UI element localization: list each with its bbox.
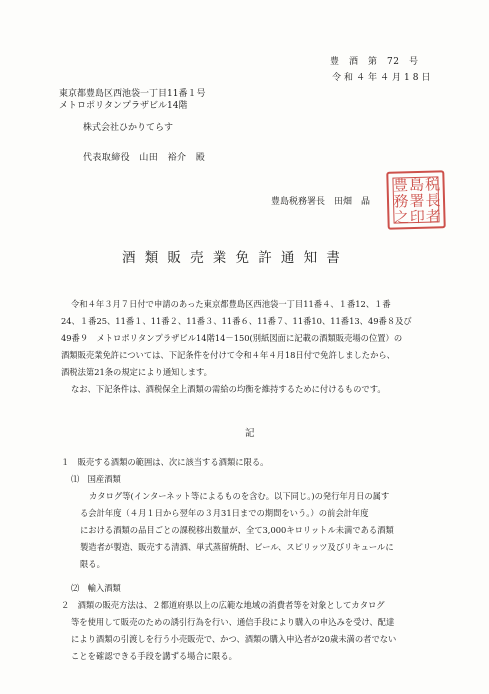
seal-glyph: 税 bbox=[424, 175, 441, 194]
condition-item-2-line: 等を使用して販売のための誘引行為を行い、通信手段により購入の申込みを受け、配達 bbox=[71, 617, 395, 627]
issue-date: 令和４年４月18日 bbox=[332, 73, 434, 83]
seal-glyph: 署 bbox=[409, 191, 425, 211]
condition-item-2-line: ことを確認できる手段を講ずる場合に限る。 bbox=[71, 651, 237, 661]
issuer-name: 豊島税務署長 田畑 晶 bbox=[271, 197, 371, 207]
condition-sub-1-line: 限る。 bbox=[80, 559, 105, 569]
seal-glyph: 印 bbox=[409, 207, 426, 227]
body-note-line: なお、下記条件は、酒税保全上酒類の需給の均衡を維持するために付けるものです。 bbox=[71, 384, 386, 394]
seal-glyph: 務 bbox=[393, 192, 409, 211]
seal-glyph: 長 bbox=[425, 191, 441, 210]
official-seal-stamp bbox=[386, 170, 445, 229]
seal-glyph: 島 bbox=[408, 175, 425, 195]
body-line: 24、１番25、11番１、11番２、11番３、11番６、11番７、11番10、11番13、49番８及び bbox=[61, 316, 412, 326]
condition-sub-1-line: 製造者が製造、販売する清酒、単式蒸留焼酎、ビール、スピリッツ及びリキュールに bbox=[80, 542, 394, 552]
seal-glyph: 豊 bbox=[392, 176, 409, 195]
condition-sub-1-line: カタログ等(インターネット等によるものを含む。以下同じ。)の発行年月日の属す bbox=[89, 491, 390, 501]
document-title: 酒類販売業免許通知書 bbox=[122, 250, 349, 266]
condition-item-2-line: ２ 酒類の販売方法は、２都道府県以上の広範な地域の消費者等を対象としてカタログ bbox=[61, 600, 385, 610]
body-line: 酒税法第21条の規定により通知します。 bbox=[61, 367, 212, 377]
body-line: 酒類販売業免許については、下記条件を付けて令和４年４月18日付で免許しましたから、 bbox=[61, 350, 395, 360]
recipient-company: 株式会社ひかりてらす bbox=[83, 123, 174, 133]
recipient-address-line2: メトロポリタンプラザビル14階 bbox=[59, 101, 188, 111]
condition-item-1: １ 販売する酒類の範囲は、次に該当する酒類に限る。 bbox=[61, 457, 269, 467]
seal-glyph: 者 bbox=[425, 207, 442, 226]
document-number: 豊 酒 第 72 号 bbox=[330, 57, 419, 67]
recipient-address-line1: 東京都豊島区西池袋一丁目11番１号 bbox=[59, 89, 206, 99]
seal-glyph: 之 bbox=[393, 208, 410, 227]
ki-heading: 記 bbox=[245, 428, 255, 439]
body-line: 49番９ メトロポリタンプラザビル14階14－150(別紙図面に記載の酒類販売場の位置）の bbox=[61, 333, 403, 343]
recipient-representative: 代表取締役 山田 裕介 殿 bbox=[83, 153, 206, 163]
condition-item-2-line: により酒類の引渡しを行う小売販売で、かつ、酒類の購入申込者が20歳未満の者でない bbox=[71, 634, 397, 644]
condition-sub-1-line: における酒類の品目ごとの課税移出数量が、全て3,000キロリットル未満である酒類 bbox=[80, 525, 394, 535]
condition-sub-1-line: る会計年度（４月１日から翌年の３月31日までの期間をいう。）の前会計年度 bbox=[80, 508, 369, 518]
condition-sub-1-label: ⑴ 国産酒類 bbox=[71, 474, 121, 484]
condition-sub-2-label: ⑵ 輸入酒類 bbox=[71, 583, 121, 593]
body-line: 令和４年３月７日付で申請のあった東京都豊島区西池袋一丁目11番４、１番12、１番 bbox=[71, 299, 391, 309]
